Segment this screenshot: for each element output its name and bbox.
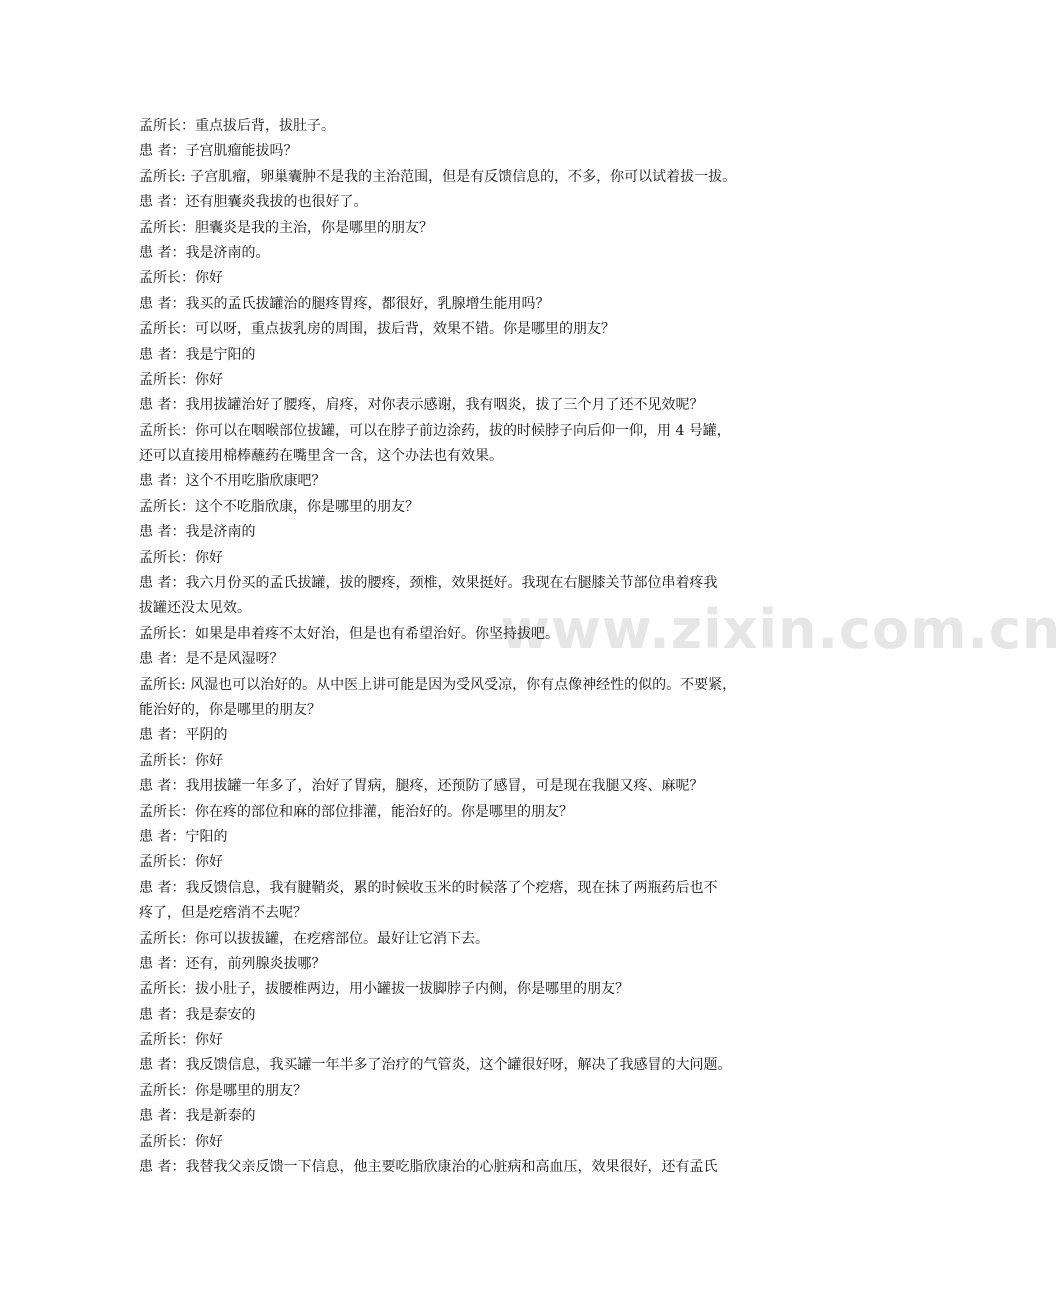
text-line: 孟所长：你在疼的部位和麻的部位排灌，能治好的。你是哪里的朋友？ [139,803,573,820]
text-line: 患 者：我六月份买的孟氏拔罐，拔的腰疼，颈椎，效果挺好。我现在右腿膝关节部位串着疼我 [139,575,718,592]
text-line: 孟所长：你好 [139,549,223,566]
text-line: 患 者：还有，前列腺炎拔哪？ [139,955,326,972]
text-line: 患 者：我反馈信息，我有腱鞘炎，累的时候收玉米的时候落了个疙瘩，现在抹了两瓶药后也不 [139,879,718,896]
text-line: 孟所长：你是哪里的朋友？ [139,1082,307,1099]
text-line: 拔罐还没太见效。 [139,600,251,617]
text-line: 孟所长：你好 [139,1133,223,1150]
text-line: 患 者：我是济南的。 [139,244,270,261]
text-line: 患 者：我反馈信息，我买罐一年半多了治疗的气管炎，这个罐很好呀，解决了我感冒的大问题。 [139,1057,732,1074]
watermark: www.zixin.com.cn [500,598,1061,661]
text-line: 孟所长：你好 [139,854,223,871]
text-line: 患 者：是不是风湿呀？ [139,651,284,668]
text-line: 孟所长：你好 [139,270,223,287]
text-line: 孟所长: 风湿也可以治好的。从中医上讲可能是因为受风受凉，你有点像神经性的似的。不要紧， [139,676,737,693]
text-line: 孟所长: 子宫肌瘤，卵巢囊肿不是我的主治范围，但是有反馈信息的，不多，你可以试着拔一拔。 [139,168,737,185]
text-line: 患 者：还有胆囊炎我拔的也很好了。 [139,194,368,211]
text-line: 患 者：这个不用吃脂欣康吧？ [139,473,326,490]
text-line: 患 者：我买的孟氏拔罐治的腿疼胃疼，都很好，乳腺增生能用吗？ [139,295,550,312]
text-line: 患 者：我是泰安的 [139,1006,256,1023]
text-line: 孟所长：这个不吃脂欣康，你是哪里的朋友？ [139,498,419,515]
text-line: 患 者：宁阳的 [139,828,228,845]
text-line: 患 者：我是宁阳的 [139,346,256,363]
text-line: 疼了，但是疙瘩消不去呢？ [139,905,307,922]
text-line: 患 者：我用拔罐治好了腰疼，肩疼，对你表示感谢，我有咽炎，拔了三个月了还不见效呢？ [139,397,704,414]
text-line: 患 者：平阴的 [139,727,228,744]
text-line: 还可以直接用棉棒蘸药在嘴里含一含，这个办法也有效果。 [139,448,503,465]
text-line: 孟所长：你好 [139,752,223,769]
text-line: 能治好的，你是哪里的朋友？ [139,701,321,718]
text-line: 孟所长：拔小肚子，拔腰椎两边，用小罐拔一拔脚脖子内侧，你是哪里的朋友？ [139,981,629,998]
text-line: 孟所长：你好 [139,1032,223,1049]
text-line: 患 者：我用拔罐一年多了，治好了胃病，腿疼，还预防了感冒，可是现在我腿又疼、麻呢？ [139,778,704,795]
text-line: 孟所长：你好 [139,371,223,388]
dialogue-transcript [139,114,789,1180]
text-line: 孟所长：胆囊炎是我的主治，你是哪里的朋友？ [139,219,433,236]
text-line: 孟所长：你可以在咽喉部位拔罐，可以在脖子前边涂药，拔的时候脖子向后仰一仰，用 4 号罐， [139,422,731,439]
text-line: 孟所长：可以呀，重点拔乳房的周围，拔后背，效果不错。你是哪里的朋友？ [139,321,615,338]
text-line: 患 者：我替我父亲反馈一下信息，他主要吃脂欣康治的心脏病和高血压，效果很好，还有孟氏 [139,1159,718,1176]
text-line: 孟所长：你可以拔拔罐，在疙瘩部位。最好让它消下去。 [139,930,489,947]
text-line: 孟所长：如果是串着疼不太好治，但是也有希望治好。你坚持拔吧。 [139,625,559,642]
text-line: 患 者：我是新泰的 [139,1108,256,1125]
text-line: 患 者：子宫肌瘤能拔吗？ [139,143,298,160]
text-line: 患 者：我是济南的 [139,524,256,541]
text-line: 孟所长：重点拔后背，拔肚子。 [139,118,335,134]
